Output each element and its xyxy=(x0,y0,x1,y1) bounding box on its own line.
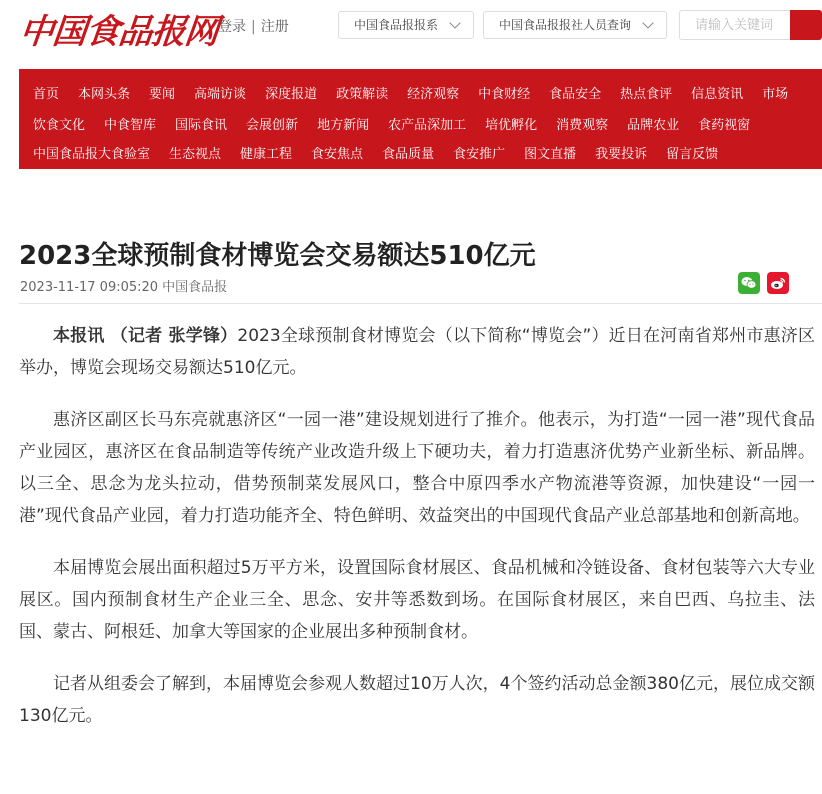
share-wechat-button[interactable] xyxy=(738,272,760,294)
chevron-down-icon xyxy=(449,17,460,28)
search-button[interactable] xyxy=(790,10,822,40)
nav-item[interactable]: 信息资讯 xyxy=(691,87,744,102)
nav-item[interactable]: 食药视窗 xyxy=(698,118,751,133)
nav-item[interactable]: 图文直播 xyxy=(524,147,577,162)
nav-item[interactable]: 食安推广 xyxy=(453,147,506,162)
nav-item[interactable]: 首页 xyxy=(33,87,60,102)
nav-item[interactable]: 经济观察 xyxy=(407,87,460,102)
nav-item[interactable]: 高端访谈 xyxy=(194,87,247,102)
wechat-icon xyxy=(741,276,757,290)
article-meta xyxy=(20,276,227,295)
nav-item[interactable]: 中食财经 xyxy=(478,87,531,102)
nav-item[interactable]: 会展创新 xyxy=(246,118,299,133)
search-input[interactable] xyxy=(679,10,791,40)
paragraph-text: 2023全球预制食材博览会（以下简称“博览会”）近日在河南省郑州市惠济区举办，博览会现场交易额达510亿元。 xyxy=(19,326,815,378)
article-source: 中国食品报 xyxy=(162,280,228,295)
nav-item[interactable]: 本网头条 xyxy=(78,87,131,102)
nav-item[interactable]: 我要投诉 xyxy=(595,147,648,162)
newspaper-system-dropdown[interactable] xyxy=(338,11,474,39)
nav-row-3 xyxy=(33,143,737,162)
nav-item[interactable]: 市场 xyxy=(762,87,789,102)
share-weibo-button[interactable] xyxy=(767,272,789,294)
nav-item[interactable]: 农产品深加工 xyxy=(388,118,467,133)
dropdown-label: 中国食品报报社人员查询 xyxy=(499,18,632,32)
top-bar xyxy=(0,0,822,52)
nav-row-1 xyxy=(33,83,807,102)
site-logo[interactable]: 中国食品报网 xyxy=(17,12,220,52)
nav-item[interactable]: 消费观察 xyxy=(556,118,609,133)
dropdown-label: 中国食品报报系 xyxy=(354,18,439,32)
main-nav xyxy=(19,69,822,169)
nav-item[interactable]: 中国食品报大食验室 xyxy=(33,147,151,162)
nav-item[interactable]: 政策解读 xyxy=(336,87,389,102)
nav-item[interactable]: 留言反馈 xyxy=(666,147,719,162)
nav-item[interactable]: 健康工程 xyxy=(240,147,293,162)
nav-item[interactable]: 食品安全 xyxy=(549,87,602,102)
article-paragraph: 本届博览会展出面积超过5万平方米，设置国际食材展区、食品机械和冷链设备、食材包装等六大专业展区。国内预制食材生产企业三全、思念、安井等悉数到场。在国际食材展区，来自巴西、乌拉圭、法国、蒙古、阿根廷、加拿大等国家的企业展出多种预制食材。 xyxy=(19,558,815,642)
nav-item[interactable]: 培优孵化 xyxy=(485,118,538,133)
nav-item[interactable]: 食安焦点 xyxy=(311,147,364,162)
meta-divider xyxy=(19,303,822,304)
nav-item[interactable]: 中食智库 xyxy=(104,118,157,133)
weibo-icon xyxy=(770,276,786,290)
article-lead: 本报讯 （记者 张学锋） xyxy=(53,326,238,346)
article-title: 2023全球预制食材博览会交易额达510亿元 xyxy=(19,241,536,272)
article-paragraph: 惠济区副区长马东亮就惠济区“一园一港”建设规划进行了推介。他表示，为打造“一园一港”现代食品产业园区，惠济区在食品制造等传统产业改造升级上下硬功夫，着力打造惠济优势产业新坐标、新品牌。以三全、思念为龙头拉动，借势预制菜发展风口，整合中原四季水产物流港等资源，加快建设“一园一港”现代食品产业园，着力打造功能齐全、特色鲜明、效益突出的中国现代食品产业总部基地和创新高地。 xyxy=(19,410,815,526)
nav-item[interactable]: 生态视点 xyxy=(169,147,222,162)
chevron-down-icon xyxy=(642,17,653,28)
publish-date: 2023-11-17 09:05:20 xyxy=(20,280,159,295)
staff-query-dropdown[interactable] xyxy=(483,11,667,39)
nav-item[interactable]: 食品质量 xyxy=(382,147,435,162)
nav-item[interactable]: 地方新闻 xyxy=(317,118,370,133)
article-body xyxy=(19,320,815,752)
auth-links xyxy=(218,16,289,36)
login-link[interactable]: 登录 xyxy=(218,19,246,35)
nav-item[interactable]: 热点食评 xyxy=(620,87,673,102)
article-paragraph: 记者从组委会了解到，本届博览会参观人数超过10万人次，4个签约活动总金额380亿元，展位成交额130亿元。 xyxy=(19,674,815,726)
auth-separator: | xyxy=(251,19,256,35)
nav-row-2 xyxy=(33,114,769,133)
nav-item[interactable]: 品牌农业 xyxy=(627,118,680,133)
article-paragraph xyxy=(19,320,815,384)
register-link[interactable]: 注册 xyxy=(260,19,289,35)
nav-item[interactable]: 要闻 xyxy=(149,87,176,102)
nav-item[interactable]: 深度报道 xyxy=(265,87,318,102)
nav-item[interactable]: 饮食文化 xyxy=(33,118,86,133)
nav-item[interactable]: 国际食讯 xyxy=(175,118,228,133)
